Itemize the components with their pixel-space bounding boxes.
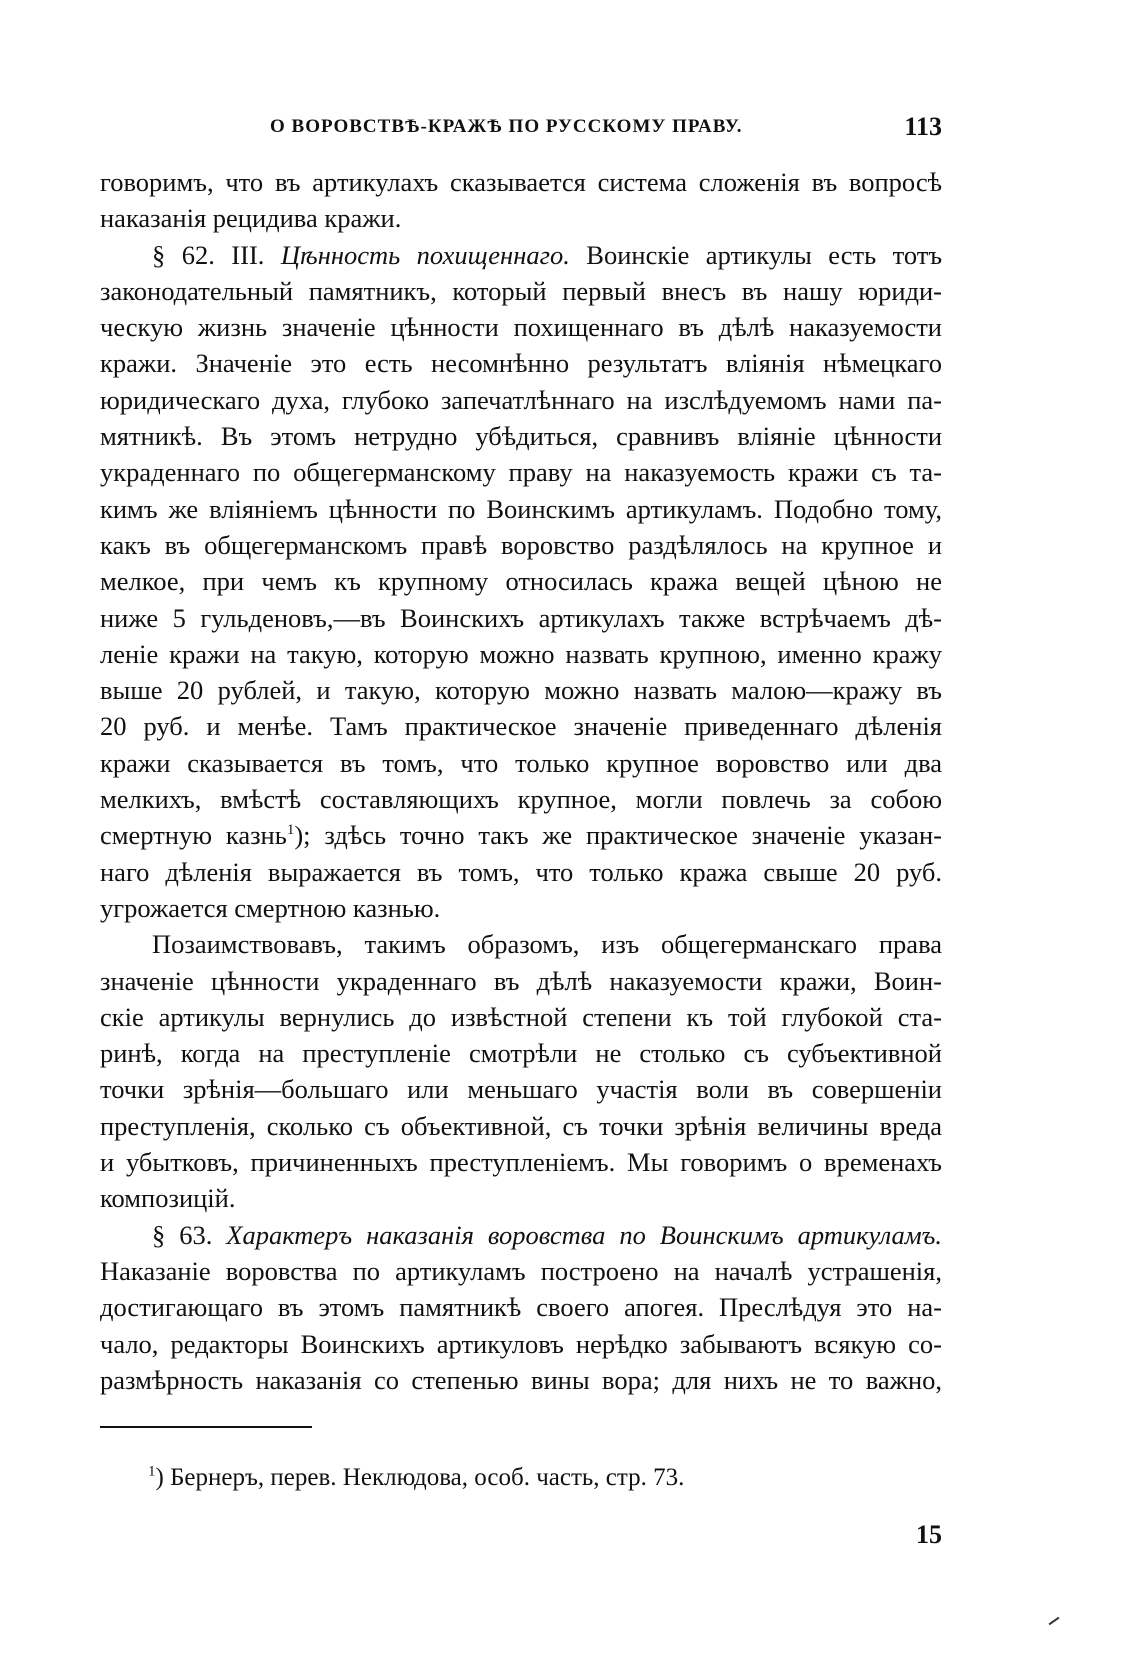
text-line: выше 20 рублей, и такую, которую можно назвать малою—кражу въ (100, 675, 942, 706)
text-line: преступленія, сколько съ объективной, съ точки зрѣнія величины вреда (100, 1110, 942, 1141)
footnote-text: ) Бернеръ, перев. Неклюдова, особ. часть, стр. 73. (155, 1464, 685, 1491)
text-line: законодательный памятникъ, который первый внесъ въ нашу юриди- (100, 275, 942, 306)
text-line: угрожается смертною казнью. (100, 892, 441, 923)
text-fragment: ); здѣсь точно такъ же практическое значеніе указан- (294, 820, 942, 851)
text-fragment: Воинскіе артикулы есть тотъ (586, 239, 942, 270)
text-line: ниже 5 гульденовъ,—въ Воинскихъ артикулахъ также встрѣчаемъ дѣ- (100, 602, 942, 633)
text-line: Позаимствовавъ, такимъ образомъ, изъ общегерманскаго права (152, 929, 942, 960)
text-line: значеніе цѣнности украденнаго въ дѣлѣ наказуемости кражи, Воин- (100, 965, 942, 996)
footnote-rule (100, 1426, 312, 1428)
section-63-number: § 63. (152, 1219, 213, 1250)
text-line: кимъ же вліяніемъ цѣнности по Воинскимъ артикуламъ. Подобно тому, (100, 493, 942, 524)
text-line: кражи сказывается въ томъ, что только крупное воровство или два (100, 747, 942, 778)
footnote-ref: 1 (286, 822, 295, 839)
text-line: 20 руб. и менѣе. Тамъ практическое значеніе приведеннаго дѣленія (100, 711, 942, 742)
text-line: скіе артикулы вернулись до извѣстной степени къ той глубокой ста- (100, 1001, 942, 1032)
text-line: точки зрѣнія—большаго или меньшаго участія воли въ совершеніи (100, 1074, 942, 1105)
text-line: Наказаніе воровства по артикуламъ построено на началѣ устрашенія, (100, 1255, 942, 1286)
text-line: мелкое, при чемъ къ крупному относилась кража вещей цѣною не (100, 566, 942, 597)
section-63-heading-line (100, 1217, 942, 1253)
text-line: юридическаго духа, глубоко запечатлѣннаго на изслѣдуемомъ нами па- (100, 384, 942, 415)
section-62-line (100, 237, 942, 273)
page-number: 113 (904, 112, 942, 141)
text-line: украденнаго по общегерманскому праву на наказуемость кражи съ та- (100, 457, 942, 488)
text-line: достигающаго въ этомъ памятникѣ своего апогея. Преслѣдуя это на- (100, 1292, 942, 1323)
text-line: мятникѣ. Въ этомъ нетрудно убѣдиться, сравнивъ вліяніе цѣнности (100, 421, 942, 452)
running-title: О ВОРОВСТВѢ-КРАЖѢ ПО РУССКОМУ ПРАВУ. (270, 116, 743, 137)
text-line: ческую жизнь значеніе цѣнности похищеннаго въ дѣлѣ наказуемости (100, 312, 942, 343)
text-line: ринѣ, когда на преступленіе смотрѣли не столько съ субъективной (100, 1038, 942, 1069)
text-fragment: смертную казнь (100, 820, 287, 851)
running-head (100, 112, 942, 146)
text-line: мелкихъ, вмѣстѣ составляющихъ крупное, могли повлечь за собою (100, 784, 942, 815)
footnote (148, 1464, 684, 1492)
body-text (100, 164, 942, 1398)
text-line: кражи. Значеніе это есть несомнѣнно результатъ вліянія нѣмецкаго (100, 348, 942, 379)
text-line: и убытковъ, причиненныхъ преступленіемъ. Мы говоримъ о временахъ (100, 1147, 942, 1178)
text-line: наго дѣленія выражается въ томъ, что только кража свыше 20 руб. (100, 856, 942, 887)
text-line: размѣрность наказанія со степенью вины вора; для нихъ не то важно, (100, 1364, 942, 1395)
section-63-heading: Характеръ наказанія воровства по Воинскимъ артикуламъ. (226, 1219, 942, 1250)
footnote-marker: 1 (148, 1463, 156, 1480)
text-line: чало, редакторы Воинскихъ артикуловъ нерѣдко забываютъ всякую со- (100, 1328, 942, 1359)
text-line: композицій. (100, 1183, 236, 1214)
stray-ink-mark (1049, 1617, 1060, 1626)
text-line: леніе кражи на такую, которую можно назвать крупною, именно кражу (100, 638, 942, 669)
text-line: какъ въ общегерманскомъ правѣ воровство раздѣлялось на крупное и (100, 529, 942, 560)
footnote-ref-line (100, 817, 942, 853)
section-62-number: § 62. III. (152, 239, 265, 270)
text-line: наказанія рецидива кражи. (100, 203, 402, 234)
signature-mark: 15 (916, 1520, 942, 1549)
section-62-heading: Цѣнность похищеннаго. (280, 239, 570, 270)
text-line: говоримъ, что въ артикулахъ сказывается система сложенія въ вопросѣ (100, 167, 942, 197)
